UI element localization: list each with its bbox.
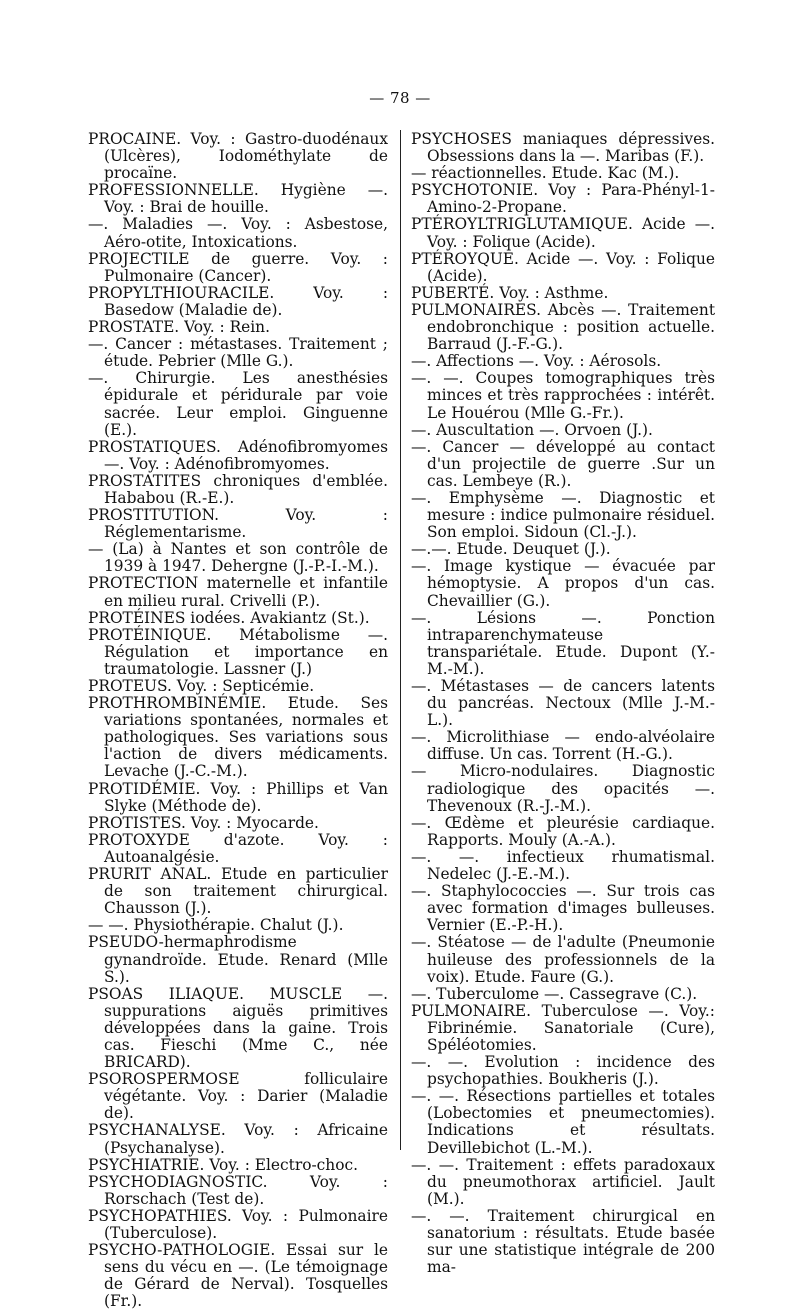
index-entry: —. Maladies —. Voy. : Asbestose, Aéro-otite, Intoxications.: [88, 215, 388, 251]
index-entry: —. Microlithiase — endo-alvéolaire diffuse. Un cas. Torrent (H.-G.).: [411, 728, 715, 764]
index-entry: —. Staphylococcies —. Sur trois cas avec formation d'images bulleuses. Vernier (E.-P.-H.).: [411, 882, 715, 935]
index-entry: PROTOXYDE d'azote. Voy. : Autoanalgésie.: [88, 830, 388, 866]
index-entry: —. Tuberculome —. Cassegrave (C.).: [411, 984, 698, 1003]
index-entry: PSYCHOSES maniaques dépressives. Obsessions dans la —. Maribas (F.).: [411, 130, 715, 166]
index-entry: PRURIT ANAL. Etude en particulier de son traitement chirurgical. Chausson (J.).: [88, 865, 388, 918]
index-entry: PSYCHANALYSE. Voy. : Africaine (Psychanalyse).: [88, 1121, 388, 1157]
index-entry: PSYCHO-PATHOLOGIE. Essai sur le sens du vécu en —. (Le témoignage de Gérard de Nerval). Tosquelles (Fr.).: [88, 1241, 388, 1310]
index-entry: — Micro-nodulaires. Diagnostic radiologique des opacités —. Thevenoux (R.-J.-M.).: [411, 762, 715, 815]
index-entry: —. Auscultation —. Orvoen (J.).: [411, 420, 653, 439]
index-entry: —. Œdème et pleurésie cardiaque. Rapports. Mouly (A.-A.).: [411, 813, 715, 849]
index-entry: PROCAINE. Voy. : Gastro-duodénaux (Ulcères), Iodométhylate de procaïne.: [88, 130, 388, 183]
index-entry: —. —. Evolution : incidence des psychopathies. Boukheris (J.).: [411, 1053, 715, 1089]
index-entry: PSYCHOTONIE. Voy : Para-Phényl-1-Amino-2-Propane.: [411, 181, 715, 217]
index-entry: —. Image kystique — évacuée par hémoptysie. A propos d'un cas. Chevaillier (G.).: [411, 557, 715, 610]
index-entry: PSEUDO-hermaphrodisme gynandroïde. Etude. Renard (Mlle S.).: [88, 933, 388, 986]
index-entry: PROTÉINIQUE. Métabolisme —. Régulation et importance en traumatologie. Lassner (J.): [88, 625, 388, 678]
index-entry: PTÉROYQUE. Acide —. Voy. : Folique (Acide).: [411, 249, 715, 285]
index-entry: —. Cancer : métastases. Traitement ; étude. Pebrier (Mlle G.).: [88, 335, 388, 371]
index-entry: PTÉROYLTRIGLUTAMIQUE. Acide —. Voy. : Folique (Acide).: [411, 215, 715, 251]
index-entry: —. Emphysème —. Diagnostic et mesure : indice pulmonaire résiduel. Son emploi. Sidoun (Cl.-J.).: [411, 488, 715, 542]
index-entry: PROJECTILE de guerre. Voy. : Pulmonaire (Cancer).: [88, 249, 388, 285]
index-entry: PSOROSPERMOSE folliculaire végétante. Voy. : Darier (Maladie de).: [88, 1070, 388, 1123]
index-entry: PROSTATE. Voy. : Rein.: [88, 318, 270, 337]
index-entry: PROTEUS. Voy. : Septicémie.: [88, 677, 315, 695]
page-number: — 78 —: [369, 89, 431, 107]
column-divider: [400, 130, 401, 1150]
index-entry: — (La) à Nantes et son contrôle de 1939 à 1947. Dehergne (J.-P.-I.-M.).: [88, 540, 388, 576]
index-entry: PULMONAIRES. Abcès —. Traitement endobronchique : position actuelle. Barraud (J.-F.-G.).: [411, 300, 715, 354]
right-column: [411, 131, 715, 1276]
index-entry: PROTÉINES iodées. Avakiantz (St.).: [88, 608, 370, 627]
index-entry: PSYCHODIAGNOSTIC. Voy. : Rorschach (Test de).: [88, 1172, 388, 1208]
index-entry: PROTECTION maternelle et infantile en milieu rural. Crivelli (P.).: [88, 574, 388, 610]
index-entry: —. —. infectieux rhumatismal. Nedelec (J.-E.-M.).: [411, 847, 715, 884]
index-entry: —. Lésions —. Ponction intraparenchymateuse transpariétale. Etude. Dupont (Y.-M.-M.).: [411, 608, 715, 678]
index-entry: —. —. Résections partielles et totales (Lobectomies et pneumectomies). Indications et résultats. Devillebichot (L.-M.).: [411, 1087, 715, 1157]
index-entry: PULMONAIRE. Tuberculose —. Voy.: Fibrinémie. Sanatoriale (Cure), Spéléotomies.: [411, 1001, 715, 1054]
index-entry: —. Métastases — de cancers latents du pancréas. Nectoux (Mlle J.-M.-L.).: [411, 677, 715, 730]
index-entry: PROTHROMBINÉMIE. Etude. Ses variations spontanées, normales et pathologiques. Ses variations sous l'action de divers médicaments. Levache (J.-C.-M.).: [88, 694, 388, 781]
index-entry: PSYCHIATRIE. Voy. : Electro-choc.: [88, 1155, 358, 1174]
index-entry: PSYCHOPATHIES. Voy. : Pulmonaire (Tuberculose).: [88, 1206, 388, 1242]
index-entry: PROSTATIQUES. Adénofibromyomes —. Voy. : Adénofibromyomes.: [88, 437, 388, 473]
index-entry: PUBERTÉ. Voy. : Asthme.: [411, 283, 609, 302]
left-column: [88, 131, 388, 1310]
index-entry: — réactionnelles. Etude. Kac (M.).: [411, 164, 680, 183]
index-entry: — —. Physiothérapie. Chalut (J.).: [88, 916, 344, 935]
index-entry: PROFESSIONNELLE. Hygiène —. Voy. : Brai de houille.: [88, 181, 388, 217]
index-entry: PROTIDÉMIE. Voy. : Phillips et Van Slyke (Méthode de).: [88, 779, 388, 815]
index-entry: PROSTITUTION. Voy. : Réglementarisme.: [88, 506, 388, 542]
index-entry: —. Cancer — développé au contact d'un projectile de guerre .Sur un cas. Lembeye (R.).: [411, 437, 715, 490]
index-entry: —. —. Traitement : effets paradoxaux du pneumothorax artificiel. Jault (M.).: [411, 1155, 715, 1208]
index-entry: —. Chirurgie. Les anesthésies épidurale et péridurale par voie sacrée. Leur emploi. Ginguenne (E.).: [88, 369, 388, 439]
index-entry: —. —. Coupes tomographiques très minces et très rapprochées : intérêt. Le Houérou (Mlle G.-Fr.).: [411, 369, 715, 422]
index-entry: —. —. Traitement chirurgical en sanatorium : résultats. Etude basée sur une statistique intégrale de 200 ma-: [411, 1206, 715, 1277]
index-entry: —.—. Etude. Deuquet (J.).: [411, 540, 611, 559]
index-entry: —. Affections —. Voy. : Aérosols.: [411, 352, 662, 371]
index-entry: —. Stéatose — de l'adulte (Pneumonie huileuse des professionnels de la voix). Etude. Faure (G.).: [411, 933, 715, 986]
index-entry: PROPYLTHIOURACILE. Voy. : Basedow (Maladie de).: [88, 283, 388, 319]
index-entry: PROSTATITES chroniques d'emblée. Hababou (R.-E.).: [88, 471, 388, 507]
index-entry: PSOAS ILIAQUE. MUSCLE —. suppurations aiguës primitives développées dans la gaine. Trois cas. Fieschi (Mme C., née BRICARD).: [88, 984, 388, 1072]
index-entry: PROTISTES. Voy. : Myocarde.: [88, 813, 319, 832]
